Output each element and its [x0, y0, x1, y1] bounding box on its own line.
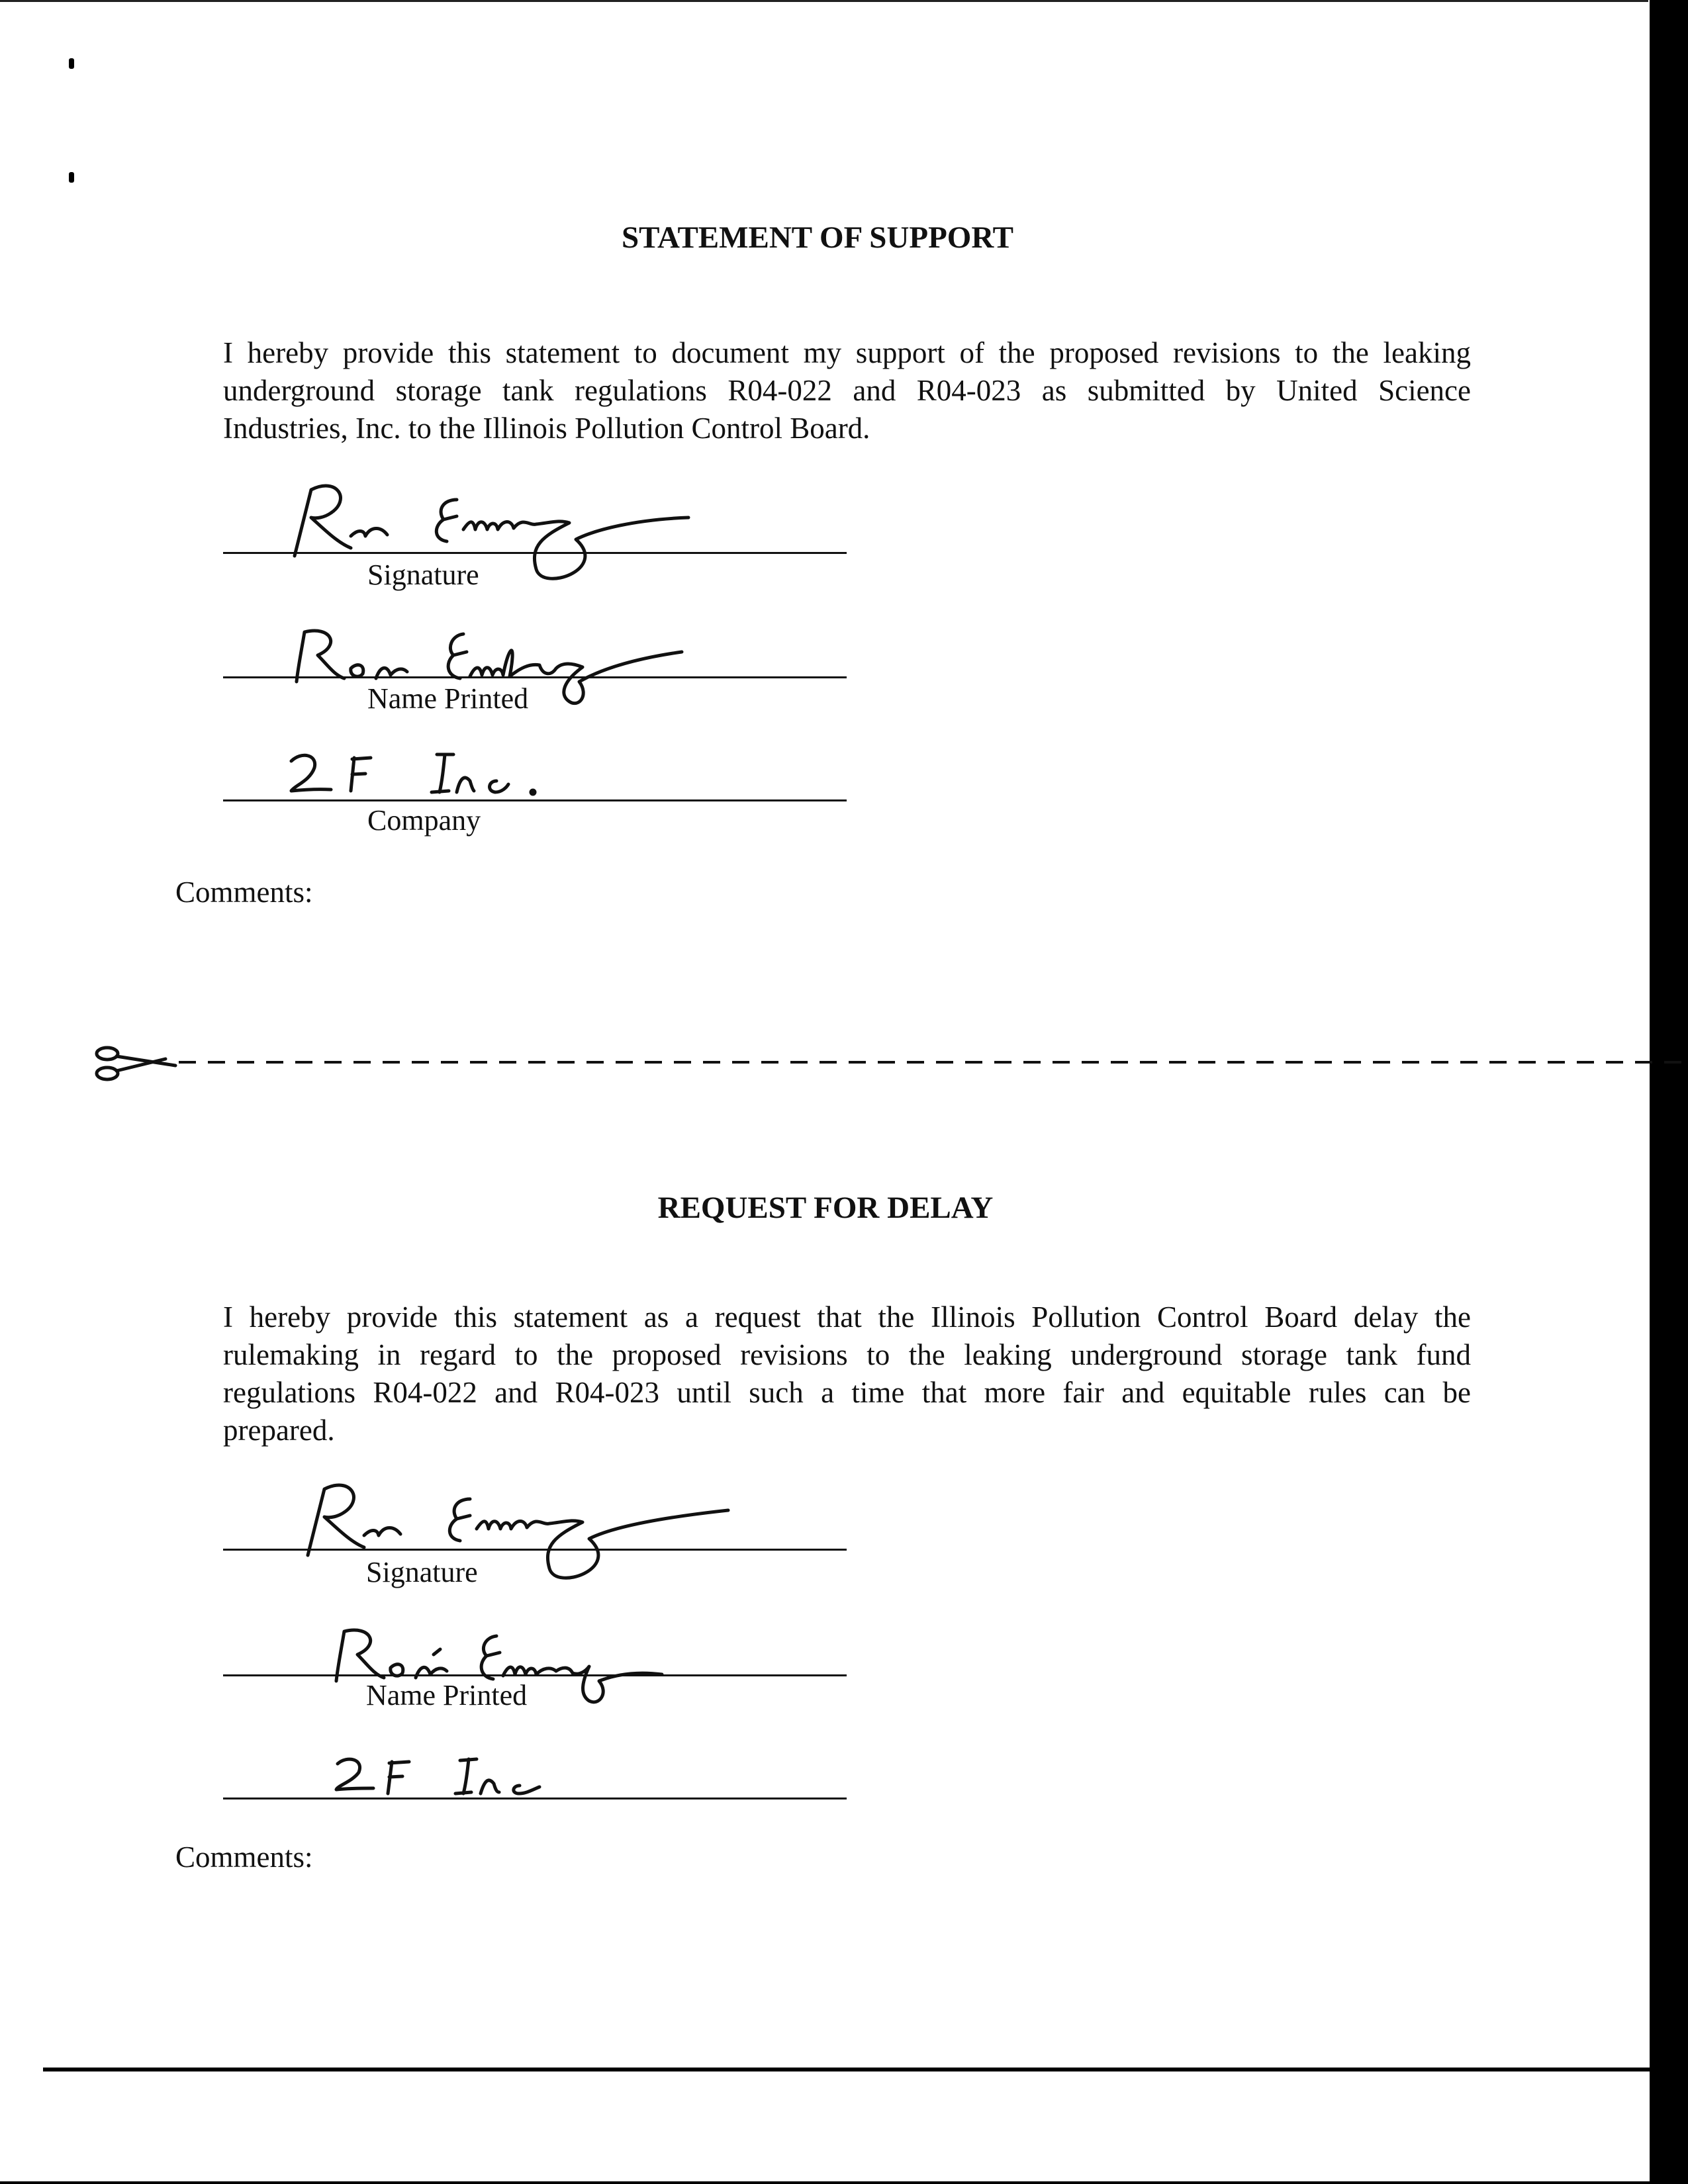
scan-edge-bar [1650, 0, 1688, 2184]
delay-paragraph [223, 1298, 1471, 1449]
support-signature-line [223, 552, 847, 554]
delay-signature-handwriting [278, 1463, 741, 1615]
scissors-icon [93, 1044, 179, 1084]
delay-company-line [223, 1797, 847, 1799]
support-name-line [223, 676, 847, 678]
support-signature-handwriting [265, 463, 728, 615]
dashed-cut-line [179, 1061, 1688, 1064]
delay-name-line [223, 1674, 847, 1676]
support-paragraph-line: I hereby provide this statement to document my support of the proposed revisions to the leaking [223, 336, 1471, 369]
support-company-label: Company [367, 804, 481, 837]
bottom-rule [43, 2068, 1652, 2071]
delay-name-label: Name Printed [366, 1679, 528, 1711]
support-heading: STATEMENT OF SUPPORT [621, 220, 1014, 255]
support-comments-label: Comments: [175, 876, 313, 909]
delay-signature-label: Signature [366, 1556, 478, 1588]
delay-paragraph-line: prepared. [223, 1414, 335, 1447]
delay-paragraph-line: regulations R04-022 and R04-023 until such a time that more fair and equitable rules can be [223, 1376, 1471, 1409]
top-edge-rule [0, 0, 1648, 2]
delay-paragraph-line: rulemaking in regard to the proposed revisions to the leaking underground storage tank fund [223, 1338, 1471, 1371]
cut-line [93, 1044, 1628, 1084]
delay-comments-label: Comments: [175, 1841, 313, 1874]
bottom-edge-band [0, 2181, 1688, 2184]
support-paragraph-line: Industries, Inc. to the Illinois Pollution Control Board. [223, 412, 870, 445]
support-signature-label: Signature [367, 559, 479, 591]
punch-mark [69, 172, 74, 183]
support-paragraph-line: underground storage tank regulations R04-022 and R04-023 as submitted by United Science [223, 374, 1471, 407]
delay-heading: REQUEST FOR DELAY [657, 1191, 994, 1225]
support-company-line [223, 799, 847, 801]
delay-signature-line [223, 1549, 847, 1551]
support-paragraph [223, 334, 1471, 447]
punch-mark [69, 58, 74, 69]
support-name-label: Name Printed [367, 682, 529, 715]
delay-paragraph-line: I hereby provide this statement as a request that the Illinois Pollution Control Board delay the [223, 1300, 1471, 1334]
